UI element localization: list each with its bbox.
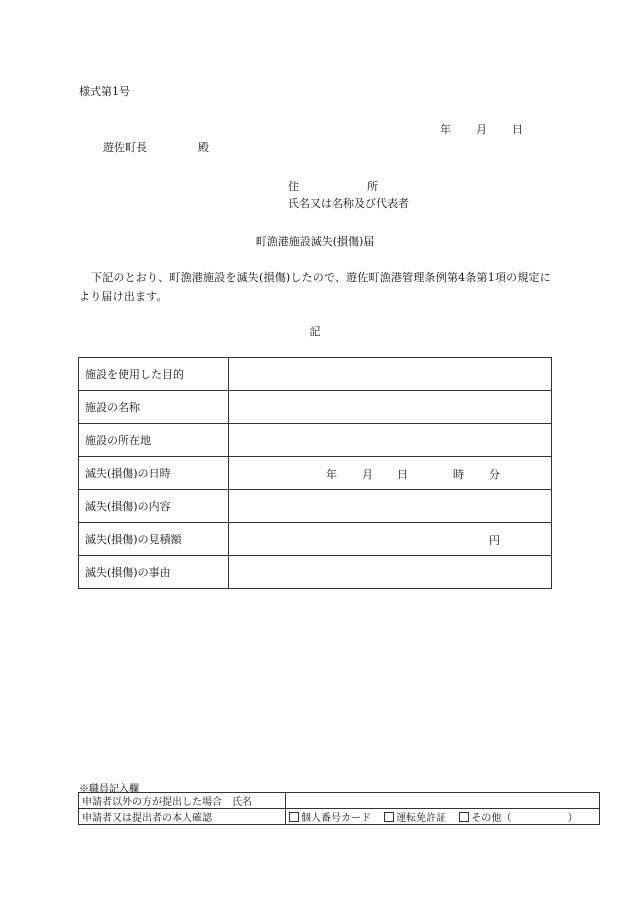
estimate-field[interactable] (229, 523, 552, 556)
table-row (79, 457, 552, 490)
content-label: 滅失(損傷)の内容 (79, 490, 229, 523)
facility-name-label: 施設の名称 (79, 391, 229, 424)
staff-row1-label: 申請者以外の方が提出した場合 氏名 (79, 793, 286, 809)
reason-field[interactable] (229, 556, 552, 589)
content-field[interactable] (229, 490, 552, 523)
purpose-label: 施設を使用した目的 (79, 358, 229, 391)
address-label-2: 所 (367, 180, 378, 193)
option-other[interactable] (459, 813, 511, 824)
option-license-label: 運転免許証 (396, 813, 447, 824)
dt-year: 年 (326, 468, 337, 481)
address-label-1: 住 (288, 180, 299, 193)
yen-unit: 円 (489, 534, 500, 547)
body-text: 下記のとおり、町漁港施設を滅失(損傷)したので、遊佐町漁港管理条例第4条第1項の規定により届け出ます。 (79, 271, 551, 303)
staff-table (78, 792, 600, 825)
document-title: 町漁港施設滅失(損傷)届 (255, 235, 375, 248)
name-label: 氏名又は名称及び代表者 (288, 197, 409, 210)
dt-month: 月 (362, 468, 373, 481)
date-day: 日 (512, 123, 523, 136)
form-number: 様式第1号 (79, 85, 130, 98)
datetime-label: 滅失(損傷)の日時 (79, 457, 229, 490)
close-paren: ） (567, 813, 578, 824)
dt-hour: 時 (453, 468, 464, 481)
date-year: 年 (440, 123, 451, 136)
addressee (103, 139, 209, 155)
addressee-honorific: 殿 (198, 141, 209, 154)
table-row (79, 490, 552, 523)
table-row (79, 523, 552, 556)
checkbox-icon[interactable] (384, 812, 394, 822)
option-other-label: その他（ (471, 813, 512, 824)
estimate-label: 滅失(損傷)の見積額 (79, 523, 229, 556)
table-row (79, 793, 600, 809)
option-mynumber-label: 個人番号カード (301, 813, 371, 824)
addressee-name: 遊佐町長 (103, 141, 147, 154)
details-table (78, 357, 552, 589)
facility-name-field[interactable] (229, 391, 552, 424)
ki-heading: 記 (309, 325, 321, 338)
table-row (79, 358, 552, 391)
dt-minute: 分 (489, 468, 500, 481)
dt-day: 日 (397, 468, 408, 481)
table-row (79, 424, 552, 457)
datetime-field[interactable] (229, 457, 552, 490)
checkbox-icon[interactable] (289, 812, 299, 822)
location-field[interactable] (229, 424, 552, 457)
staff-row1-field[interactable] (286, 793, 600, 809)
table-row (79, 809, 600, 825)
staff-row2-label: 申請者又は提出者の本人確認 (79, 809, 286, 825)
location-label: 施設の所在地 (79, 424, 229, 457)
checkbox-icon[interactable] (459, 812, 469, 822)
date-month: 月 (476, 123, 487, 136)
table-row (79, 556, 552, 589)
purpose-field[interactable] (229, 358, 552, 391)
option-license[interactable] (384, 813, 446, 824)
table-row (79, 391, 552, 424)
option-mynumber[interactable] (289, 813, 371, 824)
staff-heading: ※職員記入欄 (79, 784, 139, 795)
reason-label: 滅失(損傷)の事由 (79, 556, 229, 589)
staff-row2-options (286, 809, 600, 825)
